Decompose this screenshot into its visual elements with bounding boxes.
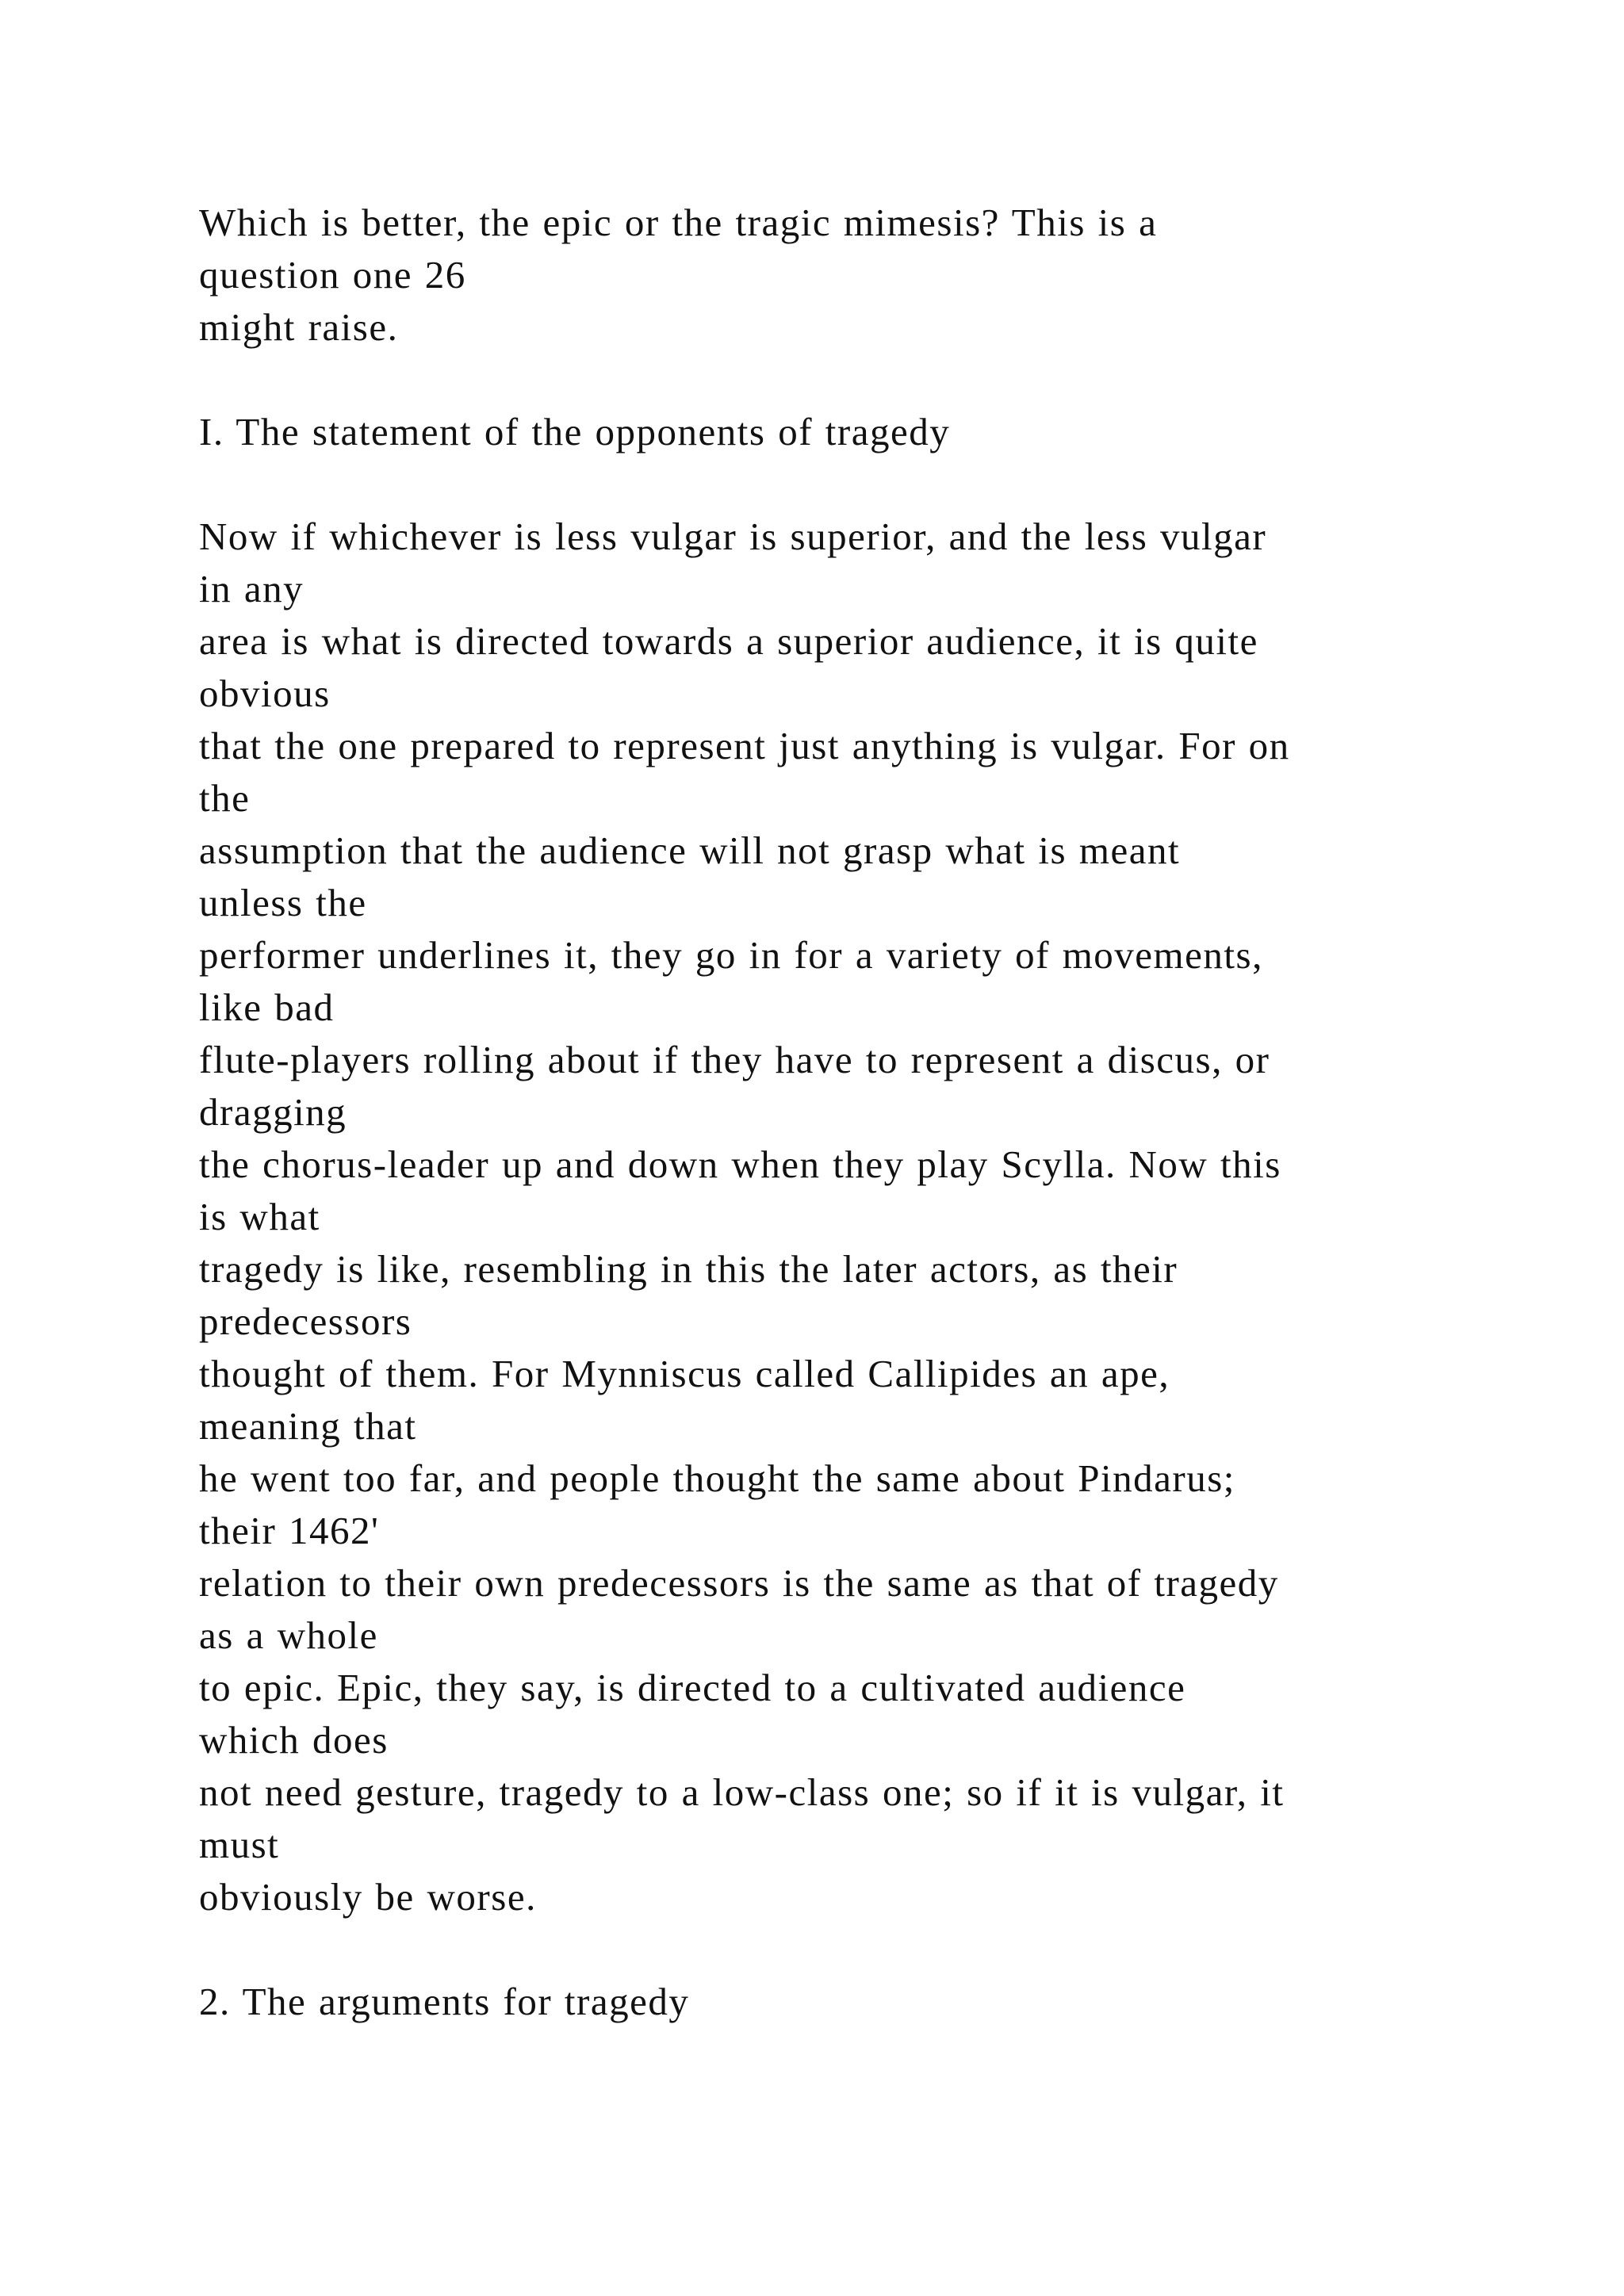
text-line: is what [199, 1195, 320, 1238]
text-line: the chorus-leader up and down when they play Scylla. Now this [199, 1142, 1281, 1186]
document-text [199, 197, 1547, 2028]
text-line: flute-players rolling about if they have to represent a discus, or [199, 1038, 1270, 1081]
paragraph-argument [199, 511, 1547, 1923]
text-line: to epic. Epic, they say, is directed to a cultivated audience [199, 1666, 1186, 1709]
text-line: tragedy is like, resembling in this the later actors, as their [199, 1247, 1178, 1291]
text-line: their 1462' [199, 1509, 380, 1552]
text-line: relation to their own predecessors is the same as that of tragedy [199, 1561, 1279, 1605]
text-line: not need gesture, tragedy to a low-class one; so if it is vulgar, it [199, 1770, 1285, 1814]
heading-line: 2. The arguments for tragedy [199, 1980, 690, 2023]
text-line: that the one prepared to represent just anything is vulgar. For on [199, 724, 1290, 767]
text-line: dragging [199, 1090, 347, 1134]
text-line: meaning that [199, 1404, 417, 1448]
section-heading-arguments [199, 1976, 1547, 2028]
text-line: the [199, 776, 251, 820]
text-line: performer underlines it, they go in for a variety of movements, [199, 933, 1263, 977]
paragraph-spacer [199, 1923, 1547, 1976]
text-line: area is what is directed towards a superior audience, it is quite [199, 619, 1258, 663]
text-line: obviously be worse. [199, 1875, 537, 1919]
paragraph-spacer [199, 458, 1547, 511]
text-line: obvious [199, 672, 331, 715]
text-line: which does [199, 1718, 389, 1762]
paragraph-spacer [199, 354, 1547, 406]
text-line: question one 26 [199, 253, 466, 297]
text-line: must [199, 1823, 280, 1866]
text-line: might raise. [199, 305, 399, 349]
section-heading-opponents [199, 406, 1547, 458]
text-line: like bad [199, 985, 335, 1029]
paragraph-question [199, 197, 1547, 354]
text-line: assumption that the audience will not grasp what is meant [199, 828, 1181, 872]
heading-line: I. The statement of the opponents of tragedy [199, 410, 951, 453]
text-line: in any [199, 567, 304, 610]
text-line: as a whole [199, 1613, 378, 1657]
text-line: Which is better, the epic or the tragic mimesis? This is a [199, 201, 1158, 244]
text-line: thought of them. For Mynniscus called Callipides an ape, [199, 1352, 1170, 1395]
text-line: he went too far, and people thought the same about Pindarus; [199, 1456, 1235, 1500]
text-line: unless the [199, 881, 367, 924]
text-line: predecessors [199, 1299, 412, 1343]
text-line: Now if whichever is less vulgar is superior, and the less vulgar [199, 515, 1267, 558]
